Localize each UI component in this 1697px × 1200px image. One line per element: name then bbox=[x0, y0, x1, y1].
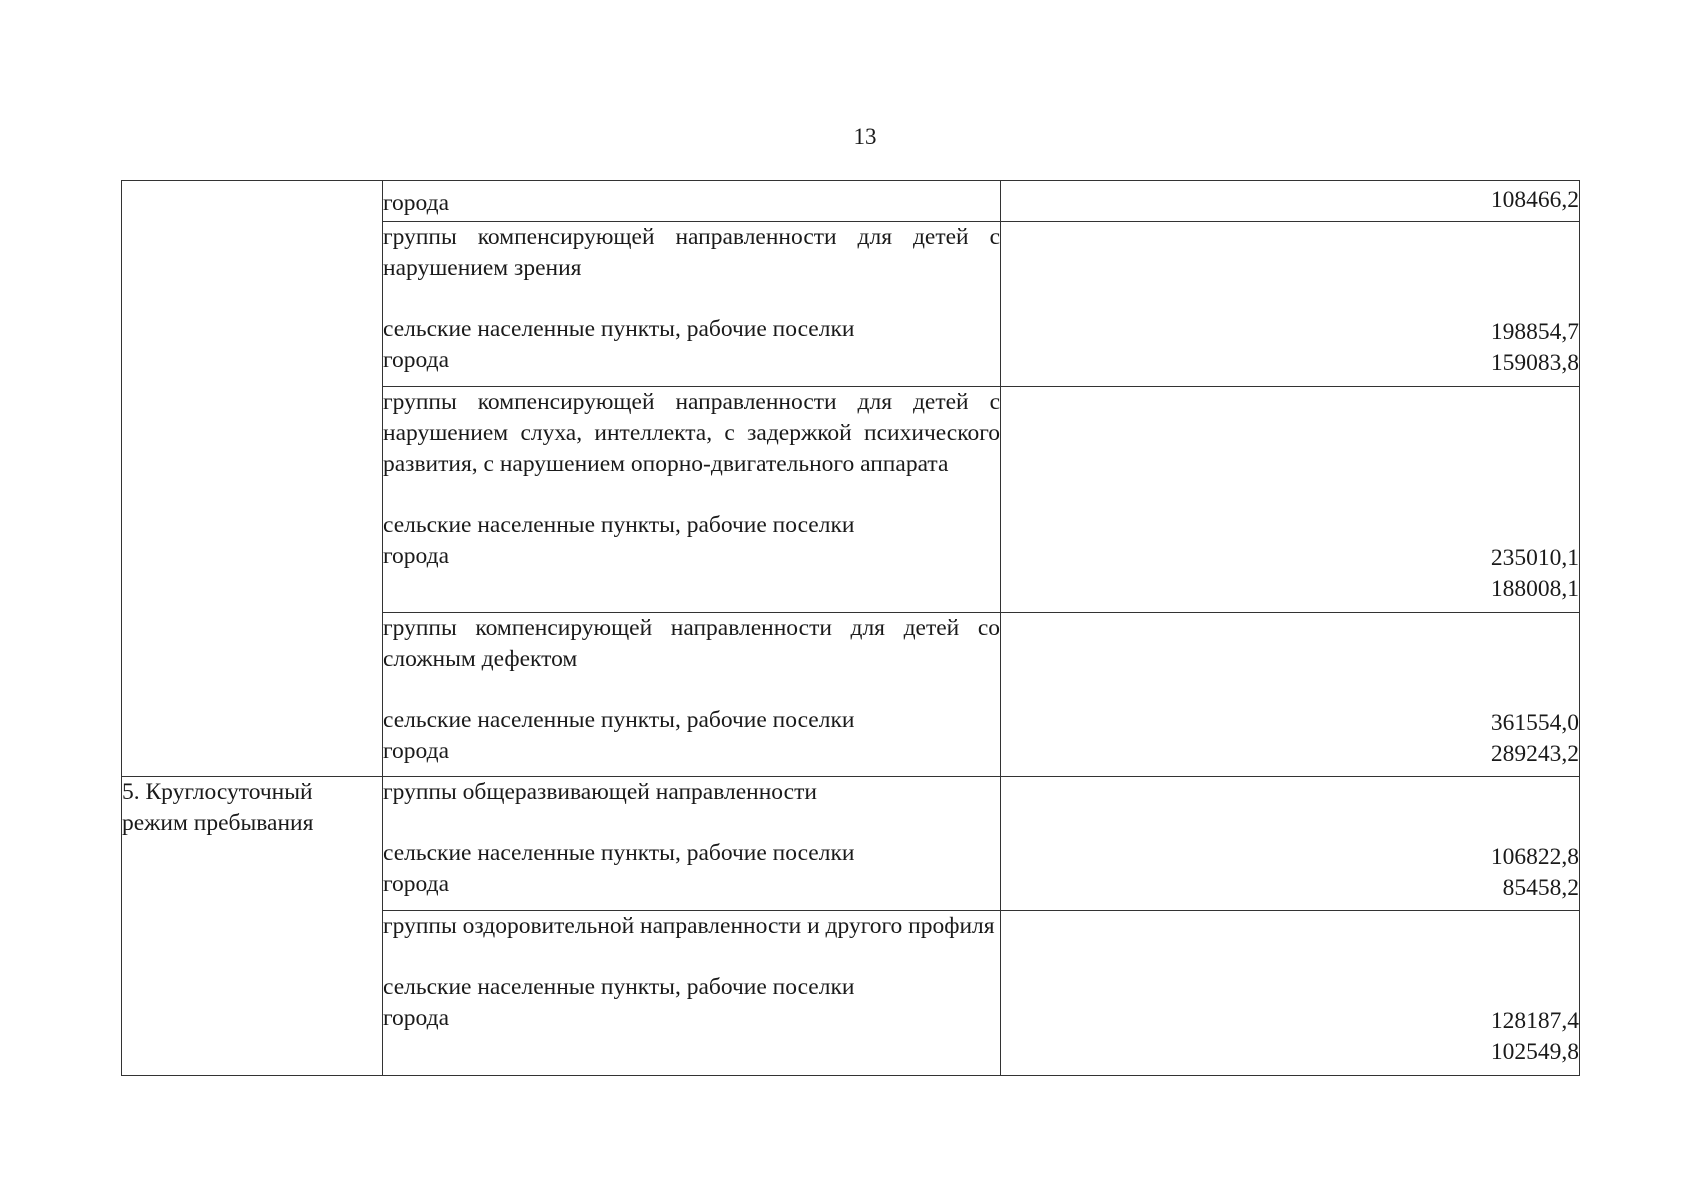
value-city: 188008,1 bbox=[1490, 576, 1579, 602]
value-rural: 198854,7 bbox=[1490, 319, 1579, 345]
description-cell bbox=[383, 911, 1001, 1076]
value-cell bbox=[1001, 387, 1580, 613]
value-cell bbox=[1001, 911, 1580, 1076]
value-city: 159083,8 bbox=[1490, 350, 1579, 376]
value-rural: 128187,4 bbox=[1490, 1008, 1579, 1034]
settlement-type-city: города bbox=[383, 871, 450, 897]
value-cell bbox=[1001, 613, 1580, 777]
settlement-type-city: города bbox=[383, 543, 450, 569]
value-city: 289243,2 bbox=[1490, 741, 1579, 767]
group-description: группы оздоровительной направленности и другого профиля bbox=[383, 913, 995, 939]
group-description: группы компенсирующей направленности для детей со сложным дефектом bbox=[383, 615, 1000, 672]
settlement-type-city: города bbox=[383, 738, 450, 764]
description-cell bbox=[383, 222, 1001, 387]
settlement-type-rural: сельские населенные пункты, рабочие поселки bbox=[383, 840, 855, 866]
category-cell: 5. Круглосуточный режим пребывания bbox=[122, 777, 383, 1076]
page-number: 13 bbox=[853, 124, 877, 149]
description-cell bbox=[383, 613, 1001, 777]
tariff-table bbox=[121, 180, 1580, 1076]
value-cell bbox=[1001, 181, 1580, 222]
settlement-type-rural: сельские населенные пункты, рабочие поселки bbox=[383, 707, 855, 733]
group-description: группы компенсирующей направленности для детей с нарушением слуха, интеллекта, с задержкой психического развития, с нарушением опорно-двигательного аппарата bbox=[383, 389, 1000, 477]
value-cell bbox=[1001, 777, 1580, 911]
settlement-type-rural: сельские населенные пункты, рабочие поселки bbox=[383, 316, 855, 342]
value-rural: 106822,8 bbox=[1490, 844, 1579, 870]
description-cell bbox=[383, 387, 1001, 613]
description-cell bbox=[383, 777, 1001, 911]
group-description: группы общеразвивающей направленности bbox=[383, 779, 817, 805]
settlement-type-rural: сельские населенные пункты, рабочие поселки bbox=[383, 974, 855, 1000]
settlement-type-city: города bbox=[383, 1005, 450, 1031]
settlement-type-rural: сельские населенные пункты, рабочие поселки bbox=[383, 512, 855, 538]
table-row bbox=[122, 777, 1580, 911]
value-rural: 235010,1 bbox=[1490, 545, 1579, 571]
value-cell bbox=[1001, 222, 1580, 387]
description-cell bbox=[383, 181, 1001, 222]
value-city: 108466,2 bbox=[1490, 187, 1579, 213]
group-description: группы компенсирующей направленности для детей с нарушением зрения bbox=[383, 224, 1000, 281]
value-city: 102549,8 bbox=[1490, 1039, 1579, 1065]
value-rural: 361554,0 bbox=[1490, 710, 1579, 736]
value-city: 85458,2 bbox=[1502, 875, 1579, 901]
table-row bbox=[122, 181, 1580, 222]
category-cell bbox=[122, 181, 383, 777]
settlement-type-city: города bbox=[383, 347, 450, 373]
settlement-type-city: города bbox=[383, 190, 450, 216]
